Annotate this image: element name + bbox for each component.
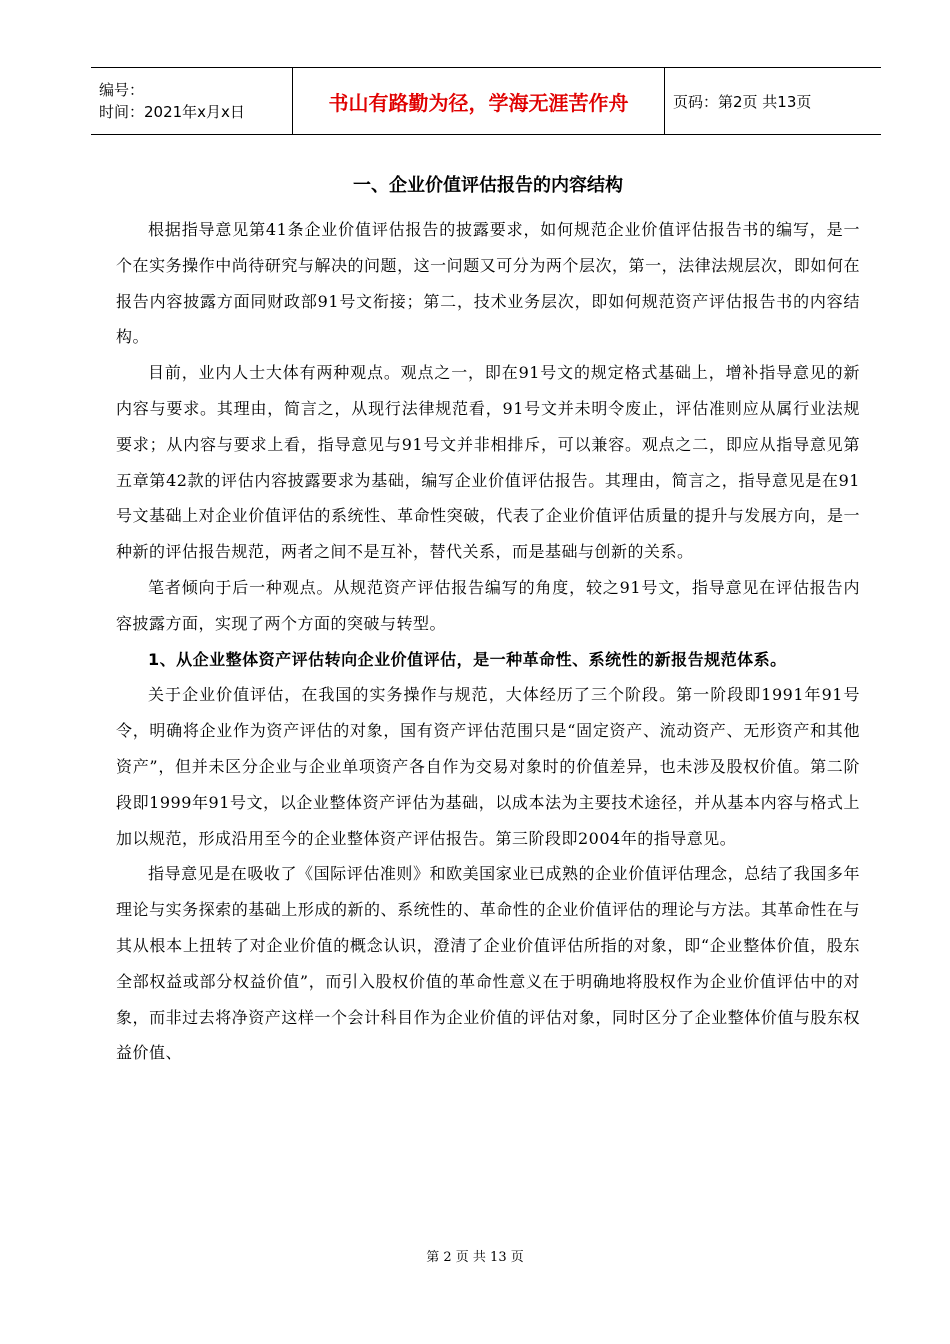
header-page-number: 页码：第2页 共13页 (673, 92, 812, 111)
header-meta (91, 68, 293, 134)
header-motto: 书山有路勤为径，学海无涯苦作舟 (293, 68, 665, 134)
page-footer: 第 2 页 共 13 页 (426, 1250, 524, 1265)
time-label: 时间：2021年x月x日 (99, 103, 245, 121)
paragraph: 笔者倾向于后一种观点。从规范资产评估报告编写的角度，较之91号文，指导意见在评估报告内容披露方面，实现了两个方面的突破与转型。 (116, 577, 860, 633)
serial-number-label: 编号： (99, 81, 145, 99)
paragraph: 关于企业价值评估，在我国的实务操作与规范，大体经历了三个阶段。第一阶段即1991年91号令，明确将企业作为资产评估的对象，国有资产评估范围只是“固定资产、流动资产、无形资产和其他资产”，但并未区分企业与企业单项资产各自作为交易对象时的价值差异，也未涉及股权价值。第二阶段即1999年91号文，以企业整体资产评估为基础，以成本法为主要技术途径，并从基本内容与格式上加以规范，形成沿用至今的企业整体资产评估报告。第三阶段即2004年的指导意见。 (116, 685, 860, 848)
paragraph: 目前，业内人士大体有两种观点。观点之一，即在91号文的规定格式基础上，增补指导意见的新内容与要求。其理由，简言之，从现行法律规范看，91号文并未明令废止，评估准则应从属行业法规要求；从内容与要求上看，指导意见与91号文并非相排斥，可以兼容。观点之二，即应从指导意见第五章第42款的评估内容披露要求为基础，编写企业价值评估报告。其理由，简言之，指导意见是在91号文基础上对企业价值评估的系统性、革命性突破，代表了企业价值评估质量的提升与发展方向，是一种新的评估报告规范，两者之间不是互补，替代关系，而是基础与创新的关系。 (116, 363, 860, 562)
page-header (91, 67, 881, 135)
section-title: 一、企业价值评估报告的内容结构 (353, 175, 623, 196)
document-body (116, 168, 860, 1071)
paragraph: 根据指导意见第41条企业价值评估报告的披露要求，如何规范企业价值评估报告书的编写，是一个在实务操作中尚待研究与解决的问题，这一问题又可分为两个层次，第一，法律法规层次，即如何在报告内容披露方面同财政部91号文衔接；第二，技术业务层次，即如何规范资产评估报告书的内容结构。 (116, 220, 860, 347)
paragraph: 指导意见是在吸收了《国际评估准则》和欧美国家业已成熟的企业价值评估理念，总结了我国多年理论与实务探索的基础上形成的新的、系统性的、革命性的企业价值评估的理论与方法。其革命性在与其从根本上扭转了对企业价值的概念认识，澄清了企业价值评估所指的对象，即“企业整体价值，股东全部权益或部分权益价值”，而引入股权价值的革命性意义在于明确地将股权作为企业价值评估中的对象，而非过去将净资产这样一个会计科目作为企业价值的评估对象，同时区分了企业整体价值与股东权益价值、 (116, 864, 860, 1063)
subsection-heading: 1、从企业整体资产评估转向企业价值评估，是一种革命性、系统性的新报告规范体系。 (148, 649, 787, 669)
